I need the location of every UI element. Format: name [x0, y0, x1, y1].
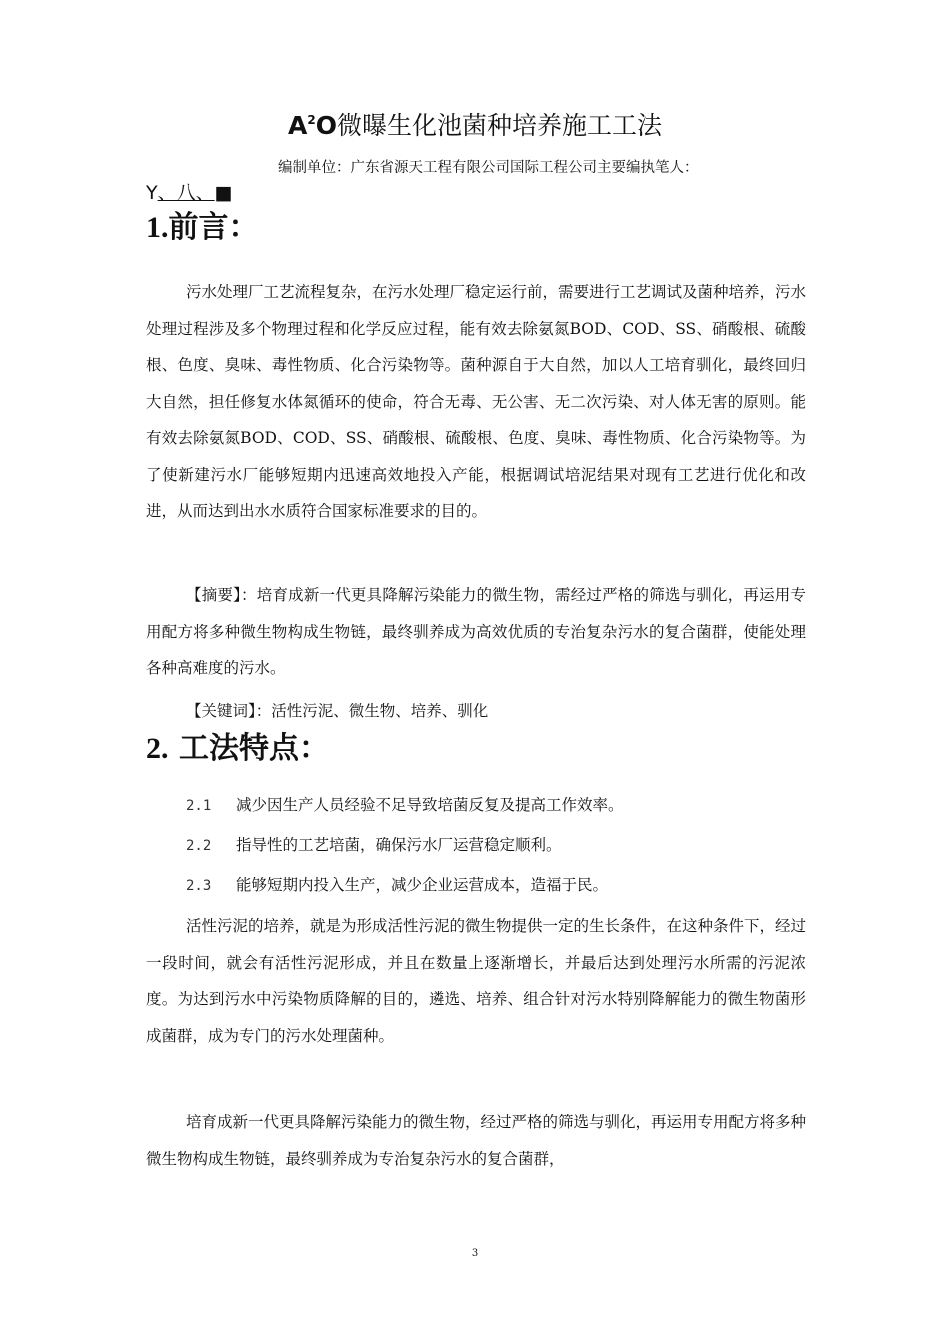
section-number: 1.	[146, 211, 169, 244]
page-number: 3	[471, 1248, 479, 1259]
feature-text: 能够短期内投入生产，减少企业运营成本，造福于民。	[236, 876, 609, 894]
author-end: ■	[214, 182, 233, 204]
section-heading-features	[146, 731, 329, 767]
feature-number: 2.2	[186, 838, 212, 854]
title-prefix-o: O	[315, 111, 337, 140]
section-title: 工法特点：	[168, 731, 329, 766]
compiler-line: 编制单位：广东省源天工程有限公司国际工程公司主要编执笔人：	[278, 160, 699, 176]
section-number: 2.	[146, 732, 169, 765]
title-prefix-a: A	[288, 111, 308, 140]
feature-text: 减少因生产人员经验不足导致培菌反复及提高工作效率。	[236, 796, 624, 814]
title-superscript: 2	[307, 113, 316, 127]
feature-text: 指导性的工艺培菌，确保污水厂运营稳定顺利。	[236, 836, 562, 854]
intro-paragraph: 污水处理厂工艺流程复杂，在污水处理厂稳定运行前，需要进行工艺调试及菌种培养，污水处理过程涉及多个物理过程和化学反应过程，能有效去除氨氮BOD、COD、SS、硝酸根、硫酸根、色度、臭味、毒性物质、化合污染物等。菌种源自于大自然，加以人工培育驯化，最终回归大自然，担任修复水体氮循环的使命，符合无毒、无公害、无二次污染、对人体无害的原则。能有效去除氨氮BOD、COD、SS、硝酸根、硫酸根、色度、臭味、毒性物质、化合污染物等。为了使新建污水厂能够短期内迅速高效地投入产能，根据调试培泥结果对现有工艺进行优化和改进，从而达到出水水质符合国家标准要求的目的。	[146, 283, 807, 520]
section-title: 前言：	[168, 210, 259, 245]
author-start: Y	[146, 182, 158, 204]
feature-number: 2.3	[186, 878, 212, 894]
feature-item	[186, 873, 608, 898]
author-line	[146, 178, 233, 205]
author-middle: 、八、	[157, 182, 215, 204]
document-title	[0, 106, 950, 142]
section-heading-preface	[146, 210, 259, 246]
feature-item	[186, 833, 562, 858]
abstract-paragraph: 【摘要】：培育成新一代更具降解污染能力的微生物，需经过严格的筛选与驯化，再运用专用配方将多种微生物构成生物链，最终驯养成为高效优质的专治复杂污水的复合菌群，使能处理各种高难度的污水。	[146, 586, 806, 677]
cultivate-paragraph: 培育成新一代更具降解污染能力的微生物，经过严格的筛选与驯化，再运用专用配方将多种微生物构成生物链，最终驯养成为专治复杂污水的复合菌群，	[146, 1113, 807, 1168]
keywords-paragraph: 【关键词】：活性污泥、微生物、培养、驯化	[186, 702, 489, 720]
title-text: 微曝生化池菌种培养施工工法	[336, 111, 662, 140]
feature-number: 2.1	[186, 798, 212, 814]
feature-item	[186, 793, 624, 818]
sludge-paragraph: 活性污泥的培养，就是为形成活性污泥的微生物提供一定的生长条件，在这种条件下，经过一段时间，就会有活性污泥形成，并且在数量上逐渐增长，并最后达到处理污水所需的污泥浓度。为达到污水中污染物质降解的目的，遴选、培养、组合针对污水特别降解能力的微生物菌形成菌群，成为专门的污水处理菌种。	[146, 917, 807, 1045]
